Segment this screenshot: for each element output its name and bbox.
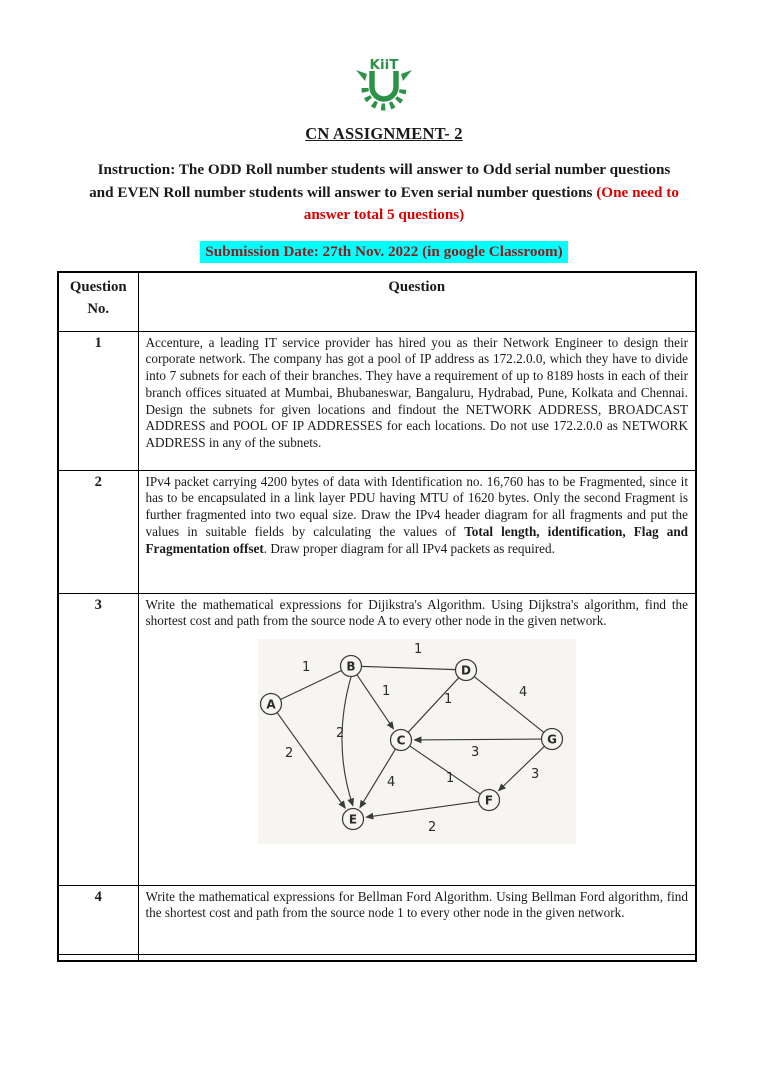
cutoff-cell: [58, 954, 138, 961]
q2-text-before: IPv4 packet carrying 4200 bytes of data with Identification no. 16,760 has to be Fragmented, since it has to be encapsulated in a link layer PDU having MTU of 1620 bytes. Only the second Fragment is further fragmented into two equal size. Draw the IPv4 header diagram for all fragments and put the values in suitable fields by calculating the values of: [145, 473, 688, 539]
svg-text:4: 4: [518, 685, 528, 701]
svg-text:1: 1: [301, 660, 311, 676]
submission-line: [0, 243, 768, 261]
q2-text-after: . Draw proper diagram for all IPv4 packets as required.: [263, 540, 555, 556]
instruction-main-text: Instruction: The ODD Roll number students will answer to Odd serial number questions and EVEN Roll number students will answer to Even serial number questions: [89, 161, 671, 201]
logo-left-wing: [356, 70, 367, 81]
questions-table: [57, 271, 697, 962]
header-question-no: Question No.: [58, 272, 138, 332]
svg-text:E: E: [348, 812, 357, 827]
svg-text:3: 3: [470, 745, 480, 761]
svg-text:A: A: [266, 697, 276, 712]
svg-text:3: 3: [530, 767, 540, 783]
network-graph-photo: [258, 639, 576, 844]
question-text: Write the mathematical expressions for Bellman Ford Algorithm. Using Bellman Ford algorithm, find the shortest cost and path from the source node 1 to every other node in the given network.: [138, 885, 696, 954]
table-row-q3: [58, 593, 696, 885]
q3-text: Write the mathematical expressions for Dijikstra's Algorithm. Using Dijkstra's algorithm, find the shortest cost and path from the source node A to every other node in the given network.: [145, 596, 688, 629]
instruction-paragraph: [84, 159, 684, 227]
page-title-text: CN ASSIGNMENT- 2: [305, 124, 463, 143]
svg-text:F: F: [484, 793, 493, 808]
cutoff-cell: [138, 954, 696, 961]
table-header-row: [58, 272, 696, 332]
question-number: 4: [58, 885, 138, 954]
svg-text:2: 2: [335, 726, 345, 742]
logo-horseshoe: [372, 71, 396, 99]
header-question: Question: [138, 272, 696, 332]
svg-text:D: D: [460, 663, 471, 678]
q2-text-bold: Total length, identification, Flag and Fragmentation offset: [145, 523, 688, 556]
svg-text:C: C: [396, 733, 406, 748]
svg-text:1: 1: [381, 684, 391, 700]
table-row-q2: [58, 470, 696, 593]
question-number: 1: [58, 331, 138, 470]
page-title: [0, 124, 768, 144]
svg-text:1: 1: [413, 642, 423, 658]
question-text: [138, 593, 696, 885]
network-graph: [258, 639, 576, 844]
table-row-q1: [58, 331, 696, 470]
svg-text:B: B: [346, 659, 356, 674]
svg-text:4: 4: [386, 775, 396, 791]
svg-text:G: G: [546, 732, 557, 747]
instruction-red-note: (One need to answer total 5 questions): [303, 183, 679, 223]
svg-text:1: 1: [443, 692, 453, 708]
svg-text:1: 1: [445, 771, 455, 787]
svg-text:2: 2: [284, 746, 294, 762]
question-text: [138, 470, 696, 593]
submission-highlight: Submission Date: 27th Nov. 2022 (in google Classroom): [200, 241, 568, 263]
question-number: 2: [58, 470, 138, 593]
logo-text: KiiT: [369, 57, 399, 73]
table-row-q4: [58, 885, 696, 954]
kiit-logo: [354, 57, 414, 115]
svg-text:2: 2: [427, 820, 437, 836]
document-page: [0, 57, 768, 962]
logo-right-wing: [401, 70, 412, 81]
question-text: Accenture, a leading IT service provider has hired you as their Network Engineer to design their corporate network. The company has got a pool of IP address as 172.2.0.0, which they have to divide into 7 subnets for each of their branches. They have a requirement of up to 8189 hosts in each of their branch offices situated at Mumbai, Bhubaneswar, Bangaluru, Hydrabad, Pune, Kolkata and Chennai. Design the subnets for given locations and findout the NETWORK ADDRESS, BROADCAST ADDRESS and POOL OF IP ADDRESSES for each locations. Do not use 172.2.0.0 as NETWORK ADDRESS in any of the subnets.: [138, 331, 696, 470]
table-row-cutoff: [58, 954, 696, 961]
question-number: 3: [58, 593, 138, 885]
